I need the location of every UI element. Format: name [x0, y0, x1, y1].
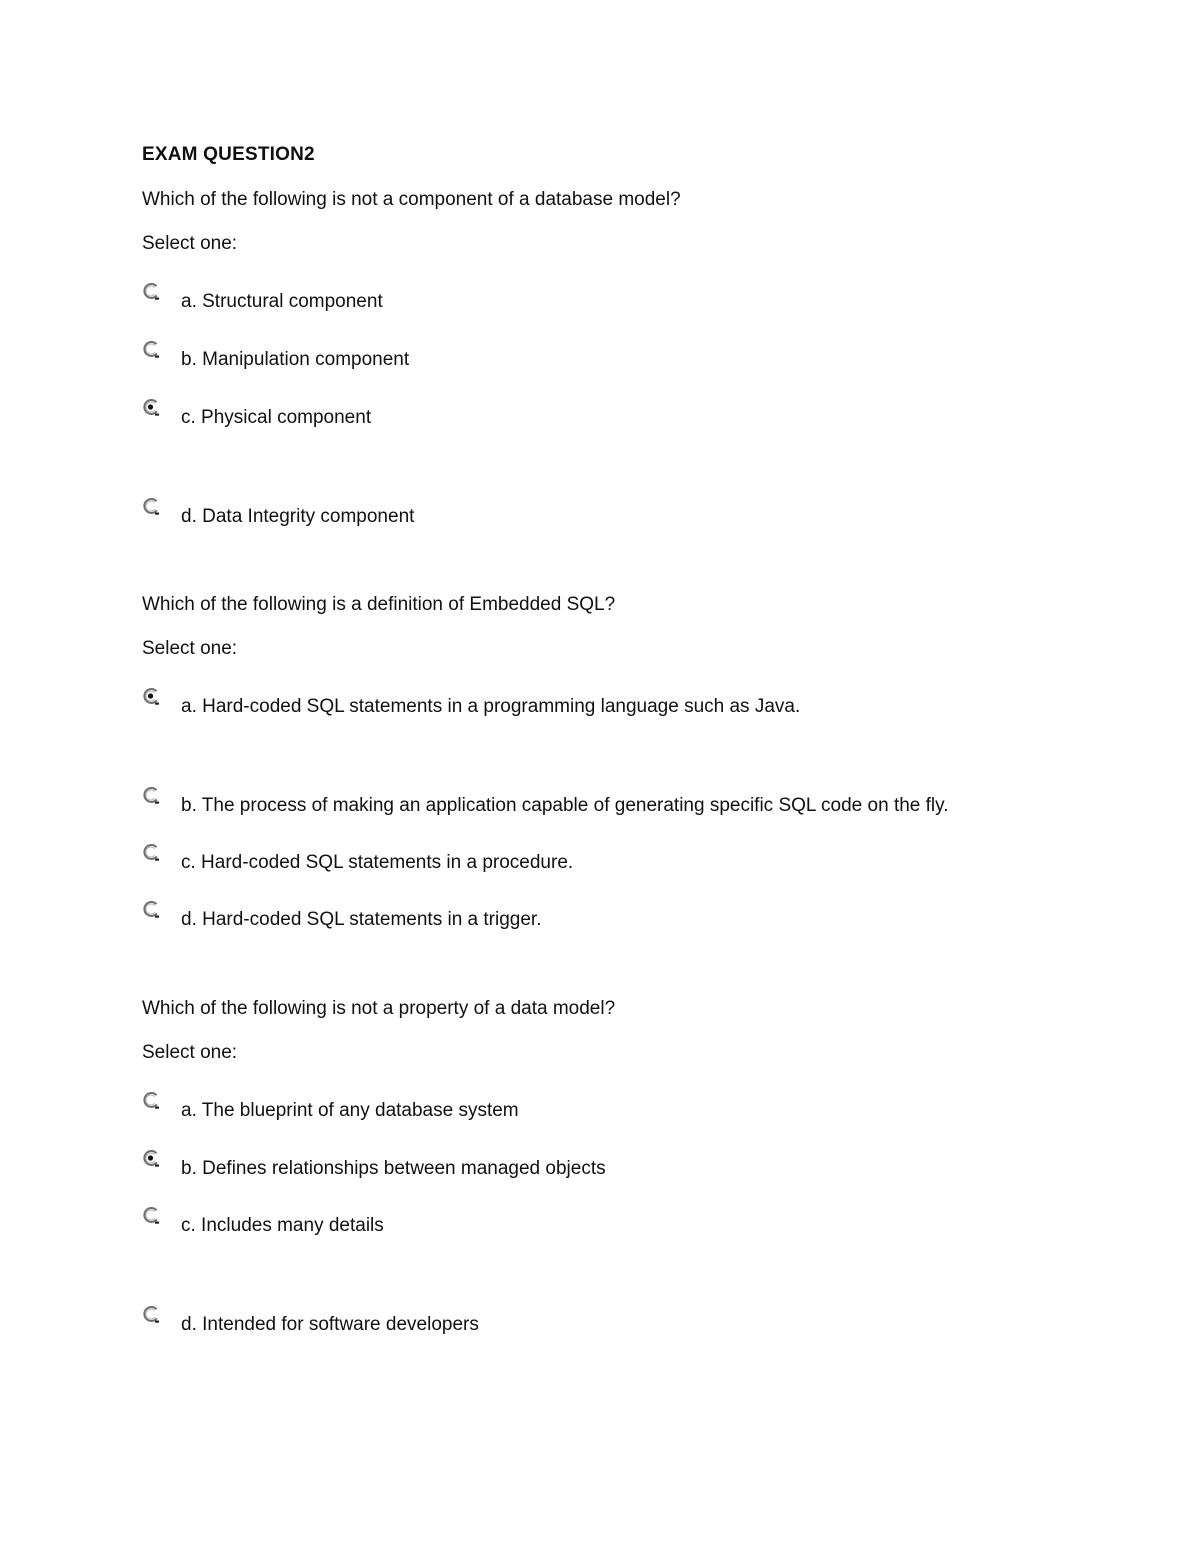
question-2-option-a[interactable] — [142, 687, 1042, 721]
radio-tick — [155, 859, 159, 861]
question-1-option-a[interactable] — [142, 282, 1042, 316]
page-title: EXAM QUESTION2 — [142, 144, 315, 165]
radio-unchecked-icon — [142, 1305, 162, 1327]
radio-unchecked-icon — [142, 843, 162, 865]
radio-button[interactable] — [142, 900, 162, 922]
option-label: c. Physical component — [181, 407, 372, 428]
option-label: d. Data Integrity component — [181, 506, 415, 527]
question-1-option-b[interactable] — [142, 340, 1042, 374]
question-2-option-d[interactable] — [142, 900, 1042, 934]
radio-inner-ring — [146, 286, 155, 296]
option-label: d. Intended for software developers — [181, 1314, 479, 1335]
radio-tick — [155, 916, 159, 918]
radio-checked-icon — [142, 1149, 162, 1171]
question-3-option-a[interactable] — [142, 1091, 1042, 1125]
radio-tick — [155, 298, 159, 300]
option-label: b. Manipulation component — [181, 349, 410, 370]
option-label: a. Hard-coded SQL statements in a programming language such as Java. — [181, 696, 801, 717]
radio-selected-dot — [148, 1155, 153, 1160]
radio-inner-ring — [146, 1309, 155, 1319]
radio-button[interactable] — [142, 786, 162, 808]
option-label: c. Includes many details — [181, 1215, 384, 1236]
question-3-prompt: Which of the following is not a property of a data model? — [142, 998, 616, 1019]
radio-unchecked-icon — [142, 1206, 162, 1228]
radio-button[interactable] — [142, 282, 162, 304]
radio-button[interactable] — [142, 497, 162, 519]
radio-unchecked-icon — [142, 900, 162, 922]
option-label: a. Structural component — [181, 291, 383, 312]
radio-inner-ring — [146, 501, 155, 511]
radio-inner-ring — [146, 344, 155, 354]
radio-button[interactable] — [142, 843, 162, 865]
radio-selected-dot — [148, 693, 153, 698]
radio-button[interactable] — [142, 398, 162, 420]
option-label: b. Defines relationships between managed objects — [181, 1158, 606, 1179]
radio-selected-dot — [148, 404, 153, 409]
question-3-option-d[interactable] — [142, 1305, 1042, 1339]
question-1-instruction: Select one: — [142, 233, 238, 254]
question-1-prompt: Which of the following is not a component of a database model? — [142, 189, 681, 210]
radio-button[interactable] — [142, 1206, 162, 1228]
option-label: c. Hard-coded SQL statements in a procedure. — [181, 852, 574, 873]
question-1-option-d[interactable] — [142, 497, 1042, 531]
question-3-option-b[interactable] — [142, 1149, 1042, 1183]
radio-unchecked-icon — [142, 340, 162, 362]
radio-tick — [155, 703, 159, 705]
radio-tick — [155, 513, 159, 515]
radio-button[interactable] — [142, 340, 162, 362]
option-label: d. Hard-coded SQL statements in a trigger. — [181, 909, 542, 930]
radio-tick — [155, 802, 159, 804]
question-2-option-c[interactable] — [142, 843, 1042, 877]
radio-tick — [155, 1165, 159, 1167]
radio-checked-icon — [142, 398, 162, 420]
radio-tick — [155, 414, 159, 416]
radio-button[interactable] — [142, 1091, 162, 1113]
radio-unchecked-icon — [142, 786, 162, 808]
radio-button[interactable] — [142, 687, 162, 709]
radio-inner-ring — [146, 904, 155, 914]
radio-unchecked-icon — [142, 497, 162, 519]
question-2-prompt: Which of the following is a definition of Embedded SQL? — [142, 594, 616, 615]
radio-button[interactable] — [142, 1305, 162, 1327]
radio-tick — [155, 356, 159, 358]
radio-inner-ring — [146, 1210, 155, 1220]
radio-inner-ring — [146, 790, 155, 800]
radio-checked-icon — [142, 687, 162, 709]
question-2-option-b[interactable] — [142, 786, 1042, 820]
radio-inner-ring — [146, 847, 155, 857]
option-label: b. The process of making an application capable of generating specific SQL code on the fly. — [181, 795, 949, 816]
radio-tick — [155, 1321, 159, 1323]
question-3-option-c[interactable] — [142, 1206, 1042, 1240]
radio-unchecked-icon — [142, 1091, 162, 1113]
radio-button[interactable] — [142, 1149, 162, 1171]
radio-unchecked-icon — [142, 282, 162, 304]
question-3-instruction: Select one: — [142, 1042, 238, 1063]
radio-tick — [155, 1222, 159, 1224]
option-label: a. The blueprint of any database system — [181, 1100, 519, 1121]
question-2-instruction: Select one: — [142, 638, 238, 659]
radio-tick — [155, 1107, 159, 1109]
radio-inner-ring — [146, 1095, 155, 1105]
question-1-option-c[interactable] — [142, 398, 1042, 432]
